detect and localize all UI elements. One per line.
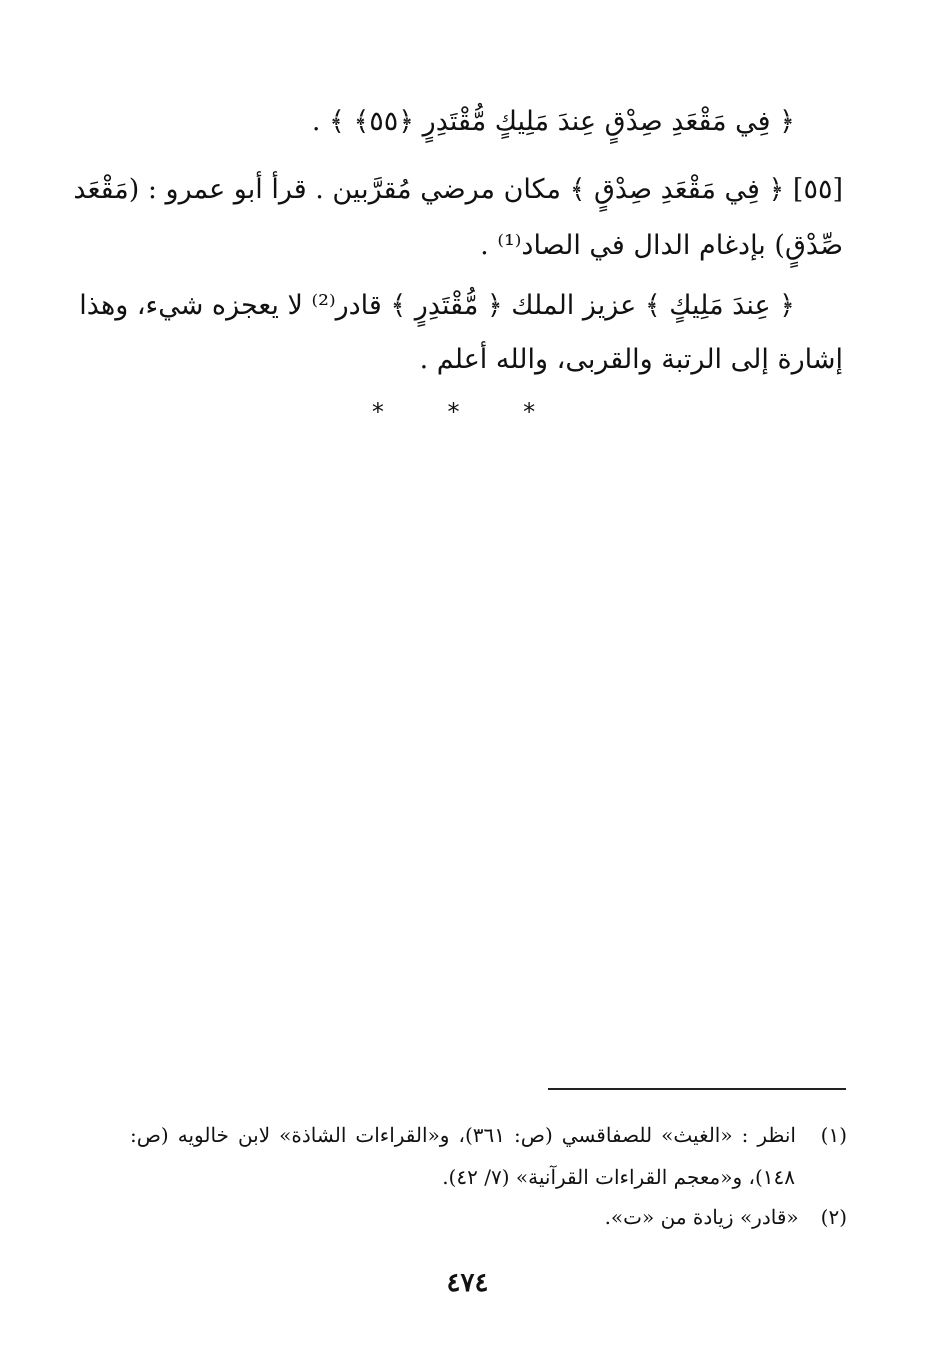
footnote-1-number: (١) bbox=[820, 1123, 847, 1147]
footnote-1-line-1 bbox=[130, 1120, 847, 1150]
footnote-1-line-2: ١٤٨)، و«معجم القراءات القرآنية» (٧/ ٤٢). bbox=[442, 1165, 795, 1189]
paragraph-1-line-2: صِّدْقٍ) بإدغام الدال في الصاد⁽¹⁾ . bbox=[480, 230, 843, 261]
footnote-divider bbox=[548, 1088, 846, 1090]
footnote-2-text: «قادر» زيادة من «ت». bbox=[604, 1205, 799, 1229]
section-separator: * * * bbox=[371, 398, 564, 426]
footnote-2-number: (٢) bbox=[820, 1205, 847, 1229]
paragraph-2-line-2: إشارة إلى الرتبة والقربى، والله أعلم . bbox=[419, 344, 843, 375]
paragraph-2-line-1: ﴿ عِندَ مَلِيكٍ ﴾ عزيز الملك ﴿ مُّقْتَدِرٍ ﴾ قادر⁽²⁾ لا يعجزه شيء، وهذا bbox=[79, 290, 795, 321]
footnote-1-text: انظر : «الغيث» للصفاقسي (ص: ٣٦١)، و«القراءات الشاذة» لابن خالويه (ص: bbox=[130, 1123, 796, 1147]
paragraph-1-line-1: [٥٥] ﴿ فِي مَقْعَدِ صِدْقٍ ﴾ مكان مرضي مُقرَّبين . قرأ أبو عمرو : (مَقْعَد bbox=[73, 174, 843, 205]
verse-line: ﴿ فِي مَقْعَدِ صِدْقٍ عِندَ مَلِيكٍ مُّقْتَدِرٍ ﴿٥٥﴾ ﴾ . bbox=[311, 106, 795, 137]
page-number: ٤٧٤ bbox=[446, 1268, 489, 1298]
footnote-2-line-1 bbox=[605, 1202, 847, 1232]
